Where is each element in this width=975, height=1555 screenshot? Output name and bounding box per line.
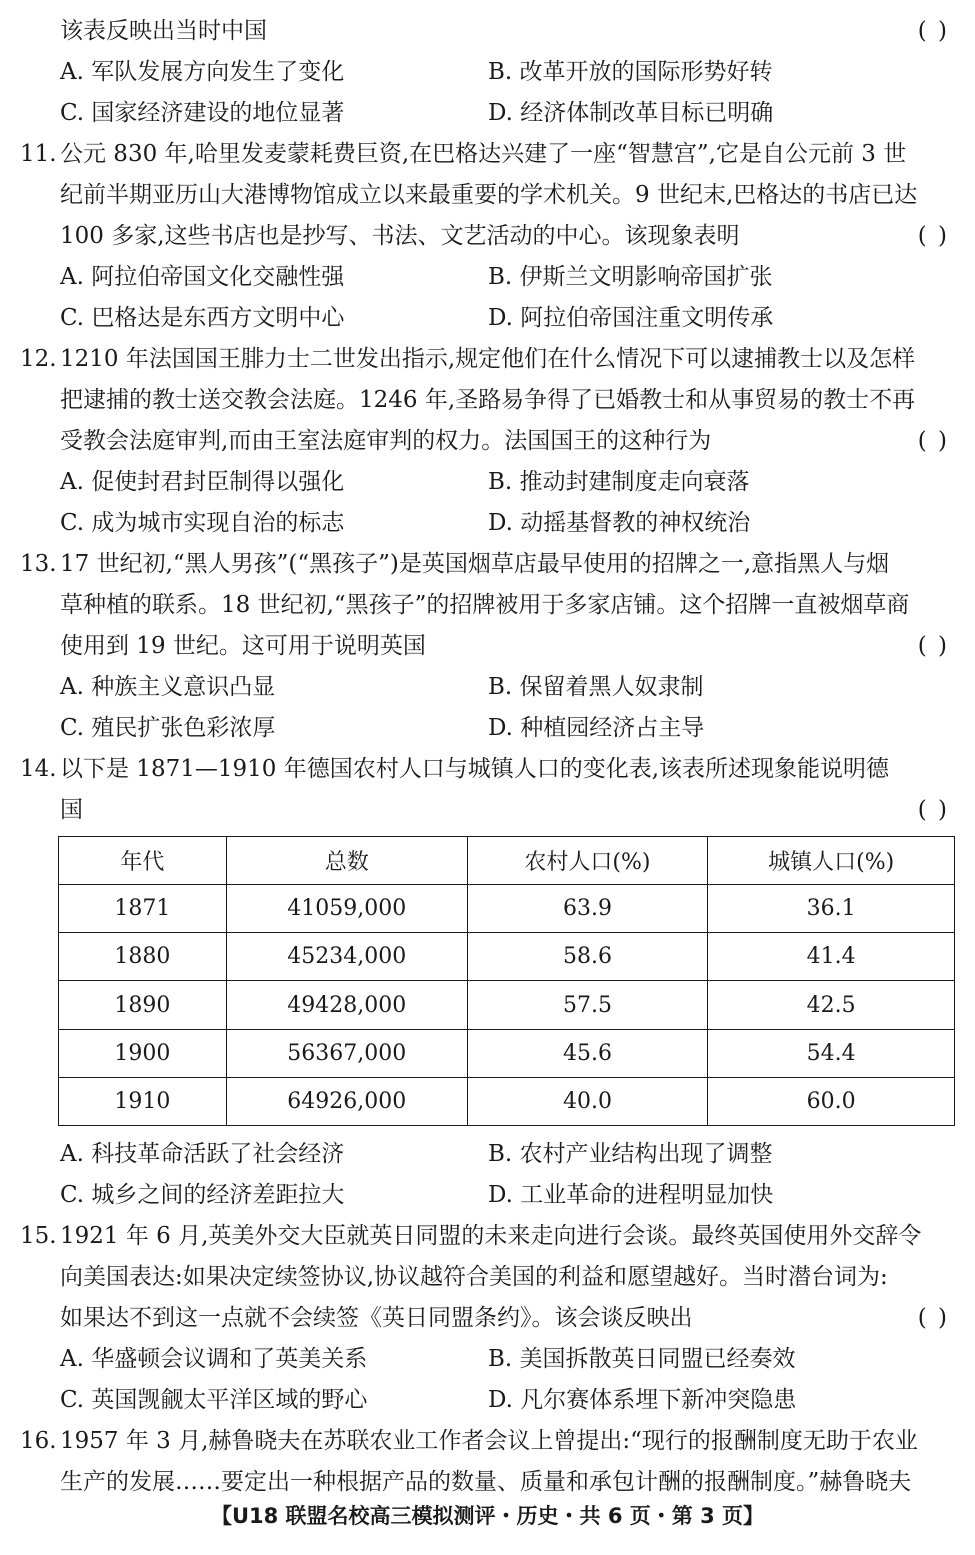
table-row	[59, 885, 955, 933]
q14-answer-paren: ( )	[917, 797, 949, 823]
q15-option-b: B. 美国拆散英日同盟已经奏效	[488, 1346, 796, 1372]
q13-stem-line: 17 世纪初,“黑人男孩”(“黑孩子”)是英国烟草店最早使用的招牌之一,意指黑人与烟	[60, 551, 890, 577]
table-cell: 60.0	[708, 1077, 955, 1125]
q14-number: 14.	[20, 756, 57, 782]
q10-option-b: B. 改革开放的国际形势好转	[488, 59, 773, 85]
population-table	[58, 836, 955, 1126]
q14-stem-line: 以下是 1871—1910 年德国农村人口与城镇人口的变化表,该表所述现象能说明德	[60, 756, 889, 782]
table-cell: 49428,000	[226, 981, 467, 1029]
table-cell: 57.5	[467, 981, 708, 1029]
q15-stem-line: 向美国表达:如果决定续签协议,协议越符合美国的利益和愿望越好。当时潜台词为:	[60, 1264, 888, 1290]
q11-option-d: D. 阿拉伯帝国注重文明传承	[488, 305, 774, 331]
table-cell: 41059,000	[226, 885, 467, 933]
q14-option-c: C. 城乡之间的经济差距拉大	[60, 1182, 345, 1208]
table-cell: 42.5	[708, 981, 955, 1029]
q12-stem-line: 1210 年法国国王腓力士二世发出指示,规定他们在什么情况下可以逮捕教士以及怎样	[60, 346, 916, 372]
table-cell: 58.6	[467, 933, 708, 981]
q14-option-d: D. 工业革命的进程明显加快	[488, 1182, 774, 1208]
table-cell: 40.0	[467, 1077, 708, 1125]
table-cell: 1880	[59, 933, 227, 981]
table-cell: 56367,000	[226, 1029, 467, 1077]
q12-stem-line: 受教会法庭审判,而由王室法庭审判的权力。法国国王的这种行为	[60, 428, 712, 454]
q16-stem-line: 1957 年 3 月,赫鲁晓夫在苏联农业工作者会议上曾提出:“现行的报酬制度无助于农业	[60, 1428, 918, 1454]
q15-answer-paren: ( )	[917, 1305, 949, 1331]
table-cell: 64926,000	[226, 1077, 467, 1125]
q11-option-a: A. 阿拉伯帝国文化交融性强	[60, 264, 345, 290]
table-header-cell: 总数	[226, 837, 467, 885]
q16-stem-line: 生产的发展……要定出一种根据产品的数量、质量和承包计酬的报酬制度。”赫鲁晓夫	[60, 1469, 912, 1495]
table-cell: 45.6	[467, 1029, 708, 1077]
q11-stem-line: 纪前半期亚历山大港博物馆成立以来最重要的学术机关。9 世纪末,巴格达的书店已达	[60, 182, 918, 208]
table-cell: 41.4	[708, 933, 955, 981]
q15-number: 15.	[20, 1223, 57, 1249]
q13-stem-line: 草种植的联系。18 世纪初,“黑孩子”的招牌被用于多家店铺。这个招牌一直被烟草商	[60, 592, 910, 618]
q15-stem-line: 1921 年 6 月,英美外交大臣就英日同盟的未来走向进行会谈。最终英国使用外交辞令	[60, 1223, 922, 1249]
table-cell: 1900	[59, 1029, 227, 1077]
q11-number: 11.	[20, 141, 57, 167]
table-cell: 1910	[59, 1077, 227, 1125]
q13-option-a: A. 种族主义意识凸显	[60, 674, 276, 700]
q10-stem: 该表反映出当时中国	[60, 18, 267, 44]
q14-stem-line: 国	[60, 797, 83, 823]
q13-option-c: C. 殖民扩张色彩浓厚	[60, 715, 276, 741]
q13-answer-paren: ( )	[917, 633, 949, 659]
table-row	[59, 933, 955, 981]
q12-option-d: D. 动摇基督教的神权统治	[488, 510, 751, 536]
table-cell: 45234,000	[226, 933, 467, 981]
q11-answer-paren: ( )	[917, 223, 949, 249]
q12-answer-paren: ( )	[917, 428, 949, 454]
q16-number: 16.	[20, 1428, 57, 1454]
q15-option-a: A. 华盛顿会议调和了英美关系	[60, 1346, 368, 1372]
table-row	[59, 981, 955, 1029]
q15-stem-line: 如果达不到这一点就不会续签《英日同盟条约》。该会谈反映出	[60, 1305, 693, 1331]
q10-option-a: A. 军队发展方向发生了变化	[60, 59, 345, 85]
q13-stem-line: 使用到 19 世纪。这可用于说明英国	[60, 633, 426, 659]
table-header-row	[59, 837, 955, 885]
table-row	[59, 1077, 955, 1125]
table-cell: 63.9	[467, 885, 708, 933]
table-row	[59, 1029, 955, 1077]
q10-option-c: C. 国家经济建设的地位显著	[60, 100, 345, 126]
q14-option-b: B. 农村产业结构出现了调整	[488, 1141, 773, 1167]
q13-option-d: D. 种植园经济占主导	[488, 715, 705, 741]
table-header-cell: 年代	[59, 837, 227, 885]
q10-option-d: D. 经济体制改革目标已明确	[488, 100, 774, 126]
q12-option-c: C. 成为城市实现自治的标志	[60, 510, 345, 536]
q10-answer-paren: ( )	[917, 18, 949, 44]
q12-stem-line: 把逮捕的教士送交教会法庭。1246 年,圣路易争得了已婚教士和从事贸易的教士不再	[60, 387, 916, 413]
q13-number: 13.	[20, 551, 57, 577]
q12-option-a: A. 促使封君封臣制得以强化	[60, 469, 345, 495]
table-cell: 36.1	[708, 885, 955, 933]
q15-option-c: C. 英国觊觎太平洋区域的野心	[60, 1387, 368, 1413]
q15-option-d: D. 凡尔赛体系埋下新冲突隐患	[488, 1387, 797, 1413]
page-footer: 【U18 联盟名校高三模拟测评・历史・共 6 页・第 3 页】	[210, 1504, 765, 1528]
q11-option-b: B. 伊斯兰文明影响帝国扩张	[488, 264, 773, 290]
q11-stem-line: 100 多家,这些书店也是抄写、书法、文艺活动的中心。该现象表明	[60, 223, 740, 249]
q12-option-b: B. 推动封建制度走向衰落	[488, 469, 750, 495]
table-cell: 1871	[59, 885, 227, 933]
q11-stem-line: 公元 830 年,哈里发麦蒙耗费巨资,在巴格达兴建了一座“智慧宫”,它是自公元前 3 世	[60, 141, 907, 167]
table-header-cell: 城镇人口(%)	[708, 837, 955, 885]
q14-option-a: A. 科技革命活跃了社会经济	[60, 1141, 345, 1167]
table-cell: 1890	[59, 981, 227, 1029]
q11-option-c: C. 巴格达是东西方文明中心	[60, 305, 345, 331]
table-cell: 54.4	[708, 1029, 955, 1077]
q12-number: 12.	[20, 346, 57, 372]
q13-option-b: B. 保留着黑人奴隶制	[488, 674, 704, 700]
table-header-cell: 农村人口(%)	[467, 837, 708, 885]
